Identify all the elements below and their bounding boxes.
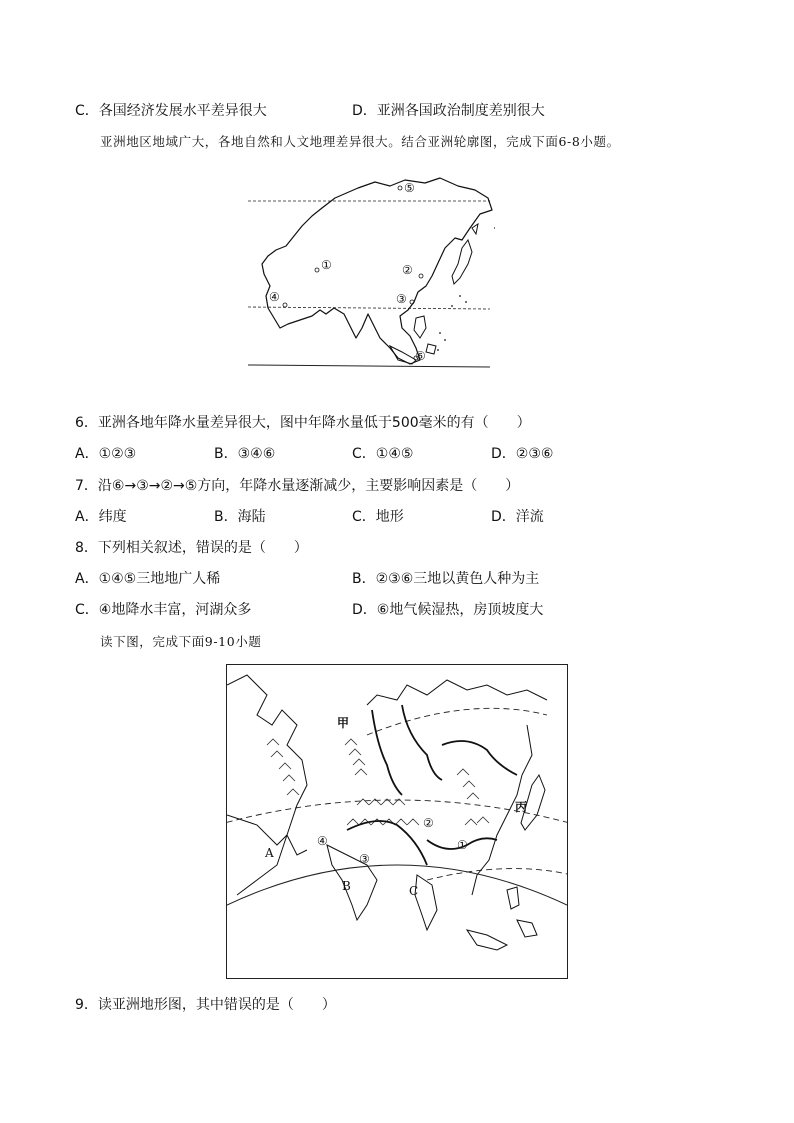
- label-bing: 丙: [515, 800, 528, 814]
- q8-option-a: A．①④⑤三地地广人稀: [75, 571, 221, 587]
- q8-stem: 8．下列相关叙述，错误的是（ ）: [75, 540, 308, 556]
- label-1: ①: [457, 838, 468, 852]
- q8-option-b: B．②③⑥三地以黄色人种为主: [352, 571, 540, 587]
- q6-option-c: C．①④⑤: [352, 446, 414, 462]
- q6-option-b: B．③④⑥: [214, 446, 276, 462]
- q7-stem: 7．沿⑥→③→②→⑤方向，年降水量逐渐减少，主要影响因素是（ ）: [75, 478, 520, 494]
- marker-4: ④: [269, 290, 280, 304]
- marker-3: ③: [396, 292, 407, 306]
- q8-option-c: C．④地降水丰富，河湖众多: [75, 602, 252, 618]
- label-3: ③: [359, 852, 370, 866]
- q6-stem: 6．亚洲各地年降水量差异很大，图中年降水量低于500毫米的有（ ）: [75, 415, 531, 431]
- label-2: ②: [423, 816, 434, 830]
- q7-option-c: C．地形: [352, 509, 404, 525]
- prev-option-d: D．亚洲各国政治制度差别很大: [352, 103, 545, 119]
- q6-option-d: D．②③⑥: [491, 446, 554, 462]
- label-c: C: [409, 884, 419, 898]
- asia-terrain-drawing: [227, 665, 567, 978]
- prev-option-c: C．各国经济发展水平差异很大: [75, 103, 267, 119]
- marker-6: ⑥: [415, 349, 426, 363]
- q7-option-b: B．海陆: [214, 509, 266, 525]
- q6-option-a: A．①②③: [75, 446, 137, 462]
- label-4: ④: [317, 834, 328, 848]
- label-b: B: [342, 879, 351, 893]
- q9-stem: 9．读亚洲地形图，其中错误的是（ ）: [75, 997, 336, 1013]
- asia-terrain-map: [226, 664, 568, 979]
- marker-2: ②: [402, 263, 413, 277]
- intro-9-10: 读下图，完成下面9-10小题: [100, 634, 262, 649]
- label-jia: 甲: [337, 716, 350, 730]
- marker-5: ⑤: [404, 181, 415, 195]
- q8-option-d: D．⑥地气候湿热，房顶坡度大: [352, 602, 544, 618]
- label-a: A: [265, 846, 274, 860]
- intro-6-8: 亚洲地区地域广大，各地自然和人文地理差异很大。结合亚洲轮廓图，完成下面6-8小题。: [100, 134, 620, 149]
- marker-1: ①: [321, 258, 332, 272]
- q7-option-d: D．洋流: [491, 509, 544, 525]
- asia-outline-map: [240, 168, 495, 373]
- q7-option-a: A．纬度: [75, 509, 127, 525]
